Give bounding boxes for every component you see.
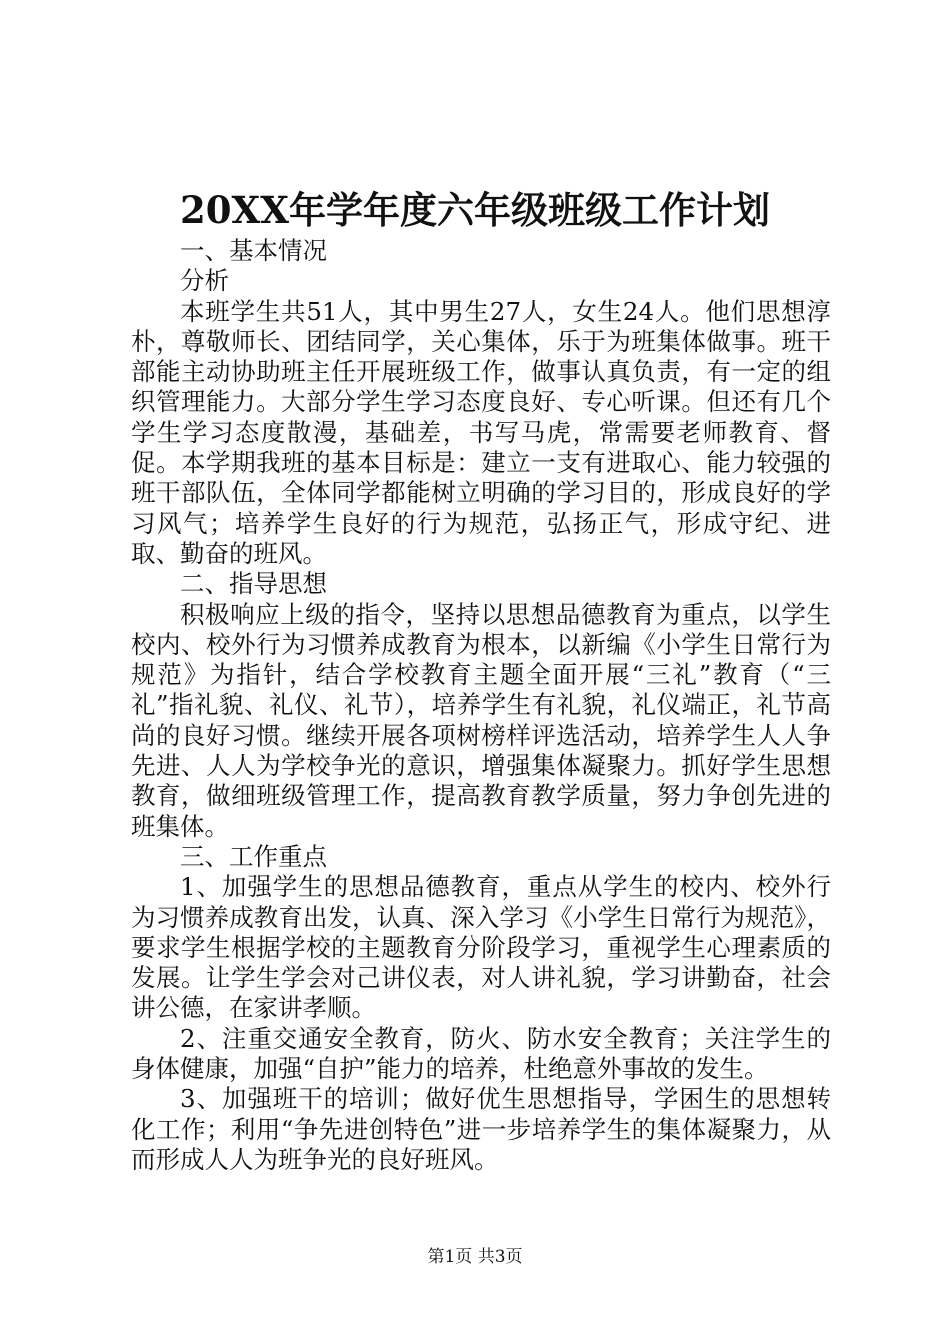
- document-title: 20XX年学年度六年级班级工作计划: [180, 188, 770, 232]
- paragraph-guiding-ideology: 积极响应上级的指令，坚持以思想品德教育为重点，以学生校内、校外行为习惯养成教育为根本，以新编《小学生日常行为规范》为指针，结合学校教育主题全面开展“三礼”教育（“三礼”指礼貌、礼仪、礼节），培养学生有礼貌，礼仪端正，礼节高尚的良好习惯。继续开展各项树榜样评选活动，培养学生人人争先进、人人为学校争光的意识，增强集体凝聚力。抓好学生思想教育，做细班级管理工作，提高教育教学质量，努力争创先进的班集体。: [131, 599, 831, 841]
- paragraph-focus-item-1: 1、加强学生的思想品德教育，重点从学生的校内、校外行为习惯养成教育出发，认真、深入学习《小学生日常行为规范》，要求学生根据学校的主题教育分阶段学习，重视学生心理素质的发展。让学生学会对己讲仪表，对人讲礼貌，学习讲勤奋，社会讲公德，在家讲孝顺。: [131, 872, 831, 1023]
- section-heading-guiding-ideology: 二、指导思想: [180, 569, 327, 599]
- section-heading-analysis: 分析: [180, 266, 229, 296]
- paragraph-class-overview: 本班学生共51人，其中男生27人，女生24人。他们思想淳朴，尊敬师长、团结同学，关心集体，乐于为班集体做事。班干部能主动协助班主任开展班级工作，做事认真负责，有一定的组织管理能力。大部分学生学习态度良好、专心听课。但还有几个学生学习态度散漫，基础差，书写马虎，常需要老师教育、督促。本学期我班的基本目标是：建立一支有进取心、能力较强的班干部队伍，全体同学都能树立明确的学习目的，形成良好的学习风气；培养学生良好的行为规范，弘扬正气，形成守纪、进取、勤奋的班风。: [131, 296, 831, 568]
- section-heading-work-focus: 三、工作重点: [180, 841, 327, 871]
- page-number-footer: 第1页 共3页: [427, 1247, 523, 1267]
- document-body: [131, 236, 831, 1175]
- paragraph-focus-item-3: 3、加强班干的培训；做好优生思想指导，学困生的思想转化工作；利用“争先进创特色”进一步培养学生的集体凝聚力，从而形成人人为班争光的良好班风。: [131, 1084, 831, 1174]
- paragraph-focus-item-2: 2、注重交通安全教育，防火、防水安全教育；关注学生的身体健康，加强“自护”能力的培养，杜绝意外事故的发生。: [131, 1023, 831, 1084]
- section-heading-basic-situation: 一、基本情况: [180, 236, 327, 265]
